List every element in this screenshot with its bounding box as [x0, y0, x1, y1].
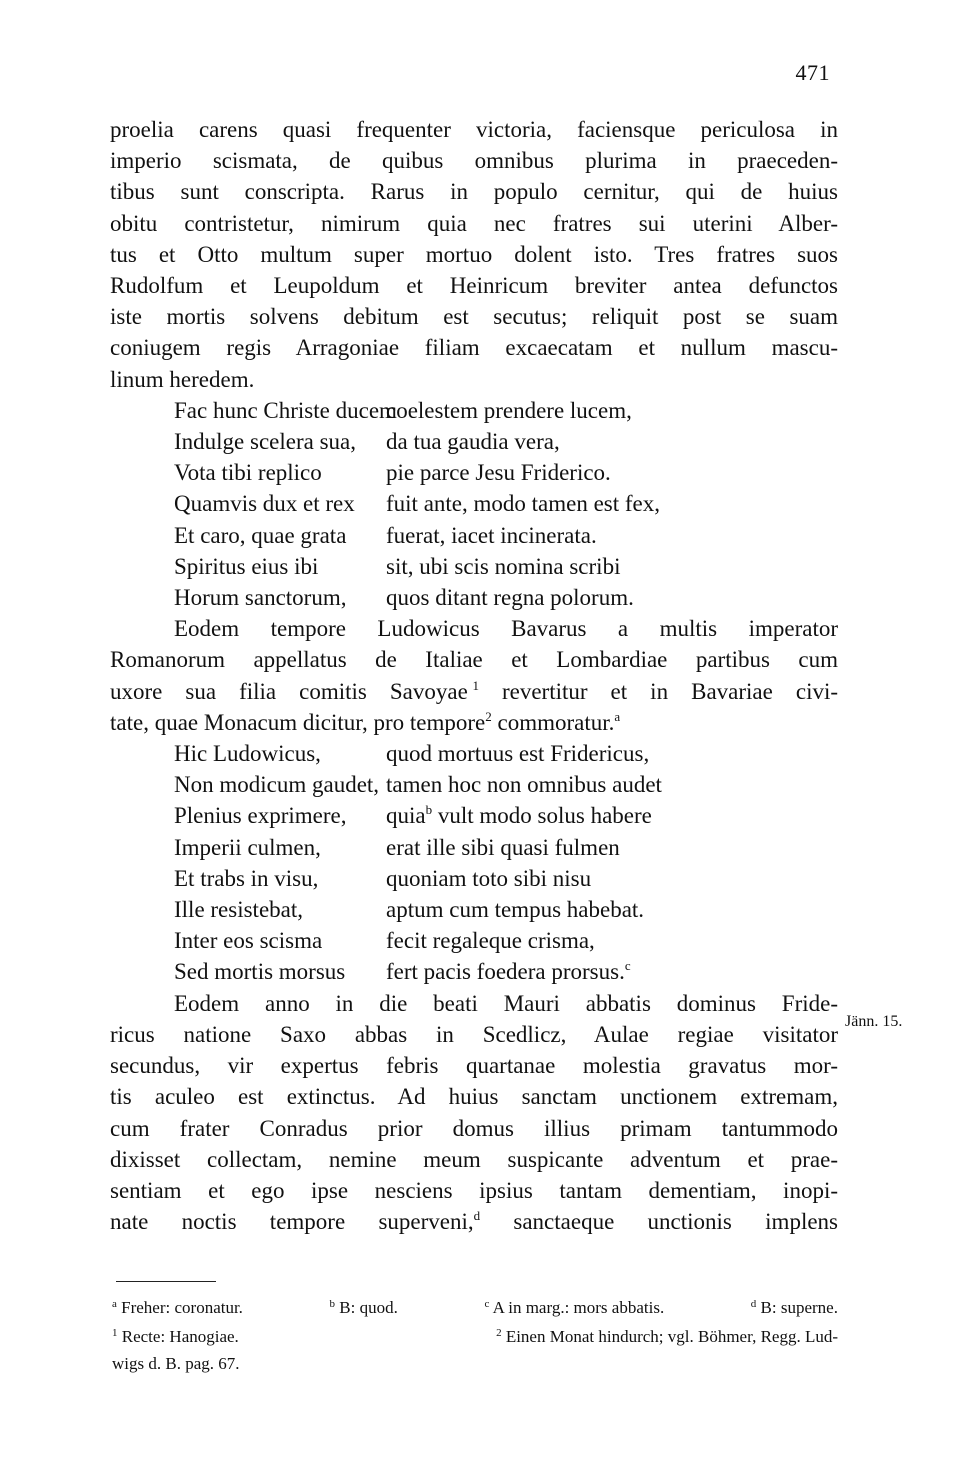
text-line	[110, 1206, 838, 1237]
verse-hemistich: quia	[386, 803, 426, 829]
footnote-1: $^1$ Recte: Hanogiae.	[112, 1327, 239, 1346]
footnote-2-continuation: wigs d. B. pag. 67.	[112, 1354, 240, 1373]
verse-hemistich: da tua gaudia vera,	[386, 429, 560, 455]
text-line: tus et Otto multum super mortuo dolent isto. Tres fratres suos	[110, 241, 838, 267]
footnote-divider	[116, 1281, 216, 1282]
verse-hemistich: Fac hunc Christe ducem	[174, 397, 397, 423]
text-span: sanctaeque unctionis implens	[480, 1209, 838, 1235]
footnote-ref: 2	[485, 708, 492, 724]
verse-hemistich: Plenius exprimere,	[174, 803, 347, 829]
verse-line	[110, 863, 838, 894]
text-line: dixisset collectam, nemine meum suspicante adventum et prae-	[110, 1146, 838, 1172]
verse-hemistich: coelestem prendere lucem,	[386, 397, 632, 423]
verse-line	[110, 925, 838, 956]
text-line: Rudolfum et Leupoldum et Heinricum breviter antea defunctos	[110, 273, 838, 299]
verse-hemistich: Et caro, quae grata	[174, 522, 347, 548]
footnote-ref: 1	[472, 677, 479, 693]
verse-line	[110, 520, 838, 551]
text-span: revertitur et in Bavariae civi-	[478, 678, 839, 704]
footnote-line	[112, 1323, 838, 1350]
verse-hemistich: Ille resistebat,	[174, 897, 304, 923]
footnote-a: $^a$ Freher: coronatur.	[112, 1298, 243, 1317]
text-line: Eodem tempore Ludowicus Bavarus a multis imperator	[174, 616, 838, 642]
verse-hemistich: tamen hoc non omnibus audet	[386, 772, 662, 798]
footnotes	[112, 1294, 838, 1377]
verse-line	[110, 426, 838, 457]
text-line	[110, 707, 838, 738]
text-line: Eodem anno in die beati Mauri abbatis dominus Fride-	[174, 990, 838, 1016]
verse-hemistich: Spiritus eius ibi	[174, 553, 319, 579]
verse-hemistich: fuerat, iacet incinerata.	[386, 522, 597, 548]
verse-hemistich: Inter eos scisma	[174, 928, 323, 954]
text-line: sentiam et ego ipse nesciens ipsius tantam dementiam, inopi-	[110, 1177, 838, 1203]
text-span: uxore sua filia comitis Savoyae	[110, 678, 468, 704]
text-line: proelia carens quasi frequenter victoria, faciensque periculosa in	[110, 117, 838, 142]
verse-line	[110, 395, 838, 426]
verse-hemistich: quoniam toto sibi nisu	[386, 865, 592, 891]
verse-hemistich: Vota tibi replico	[174, 460, 322, 486]
text-line: iste mortis solvens debitum est secutus; reliquit post se suam	[110, 304, 838, 330]
verse-hemistich: erat ille sibi quasi fulmen	[386, 834, 620, 860]
footnote-ref: c	[624, 958, 631, 974]
verse-line	[110, 488, 838, 519]
verse-hemistich: Et trabs in visu,	[174, 865, 319, 891]
footnote-line	[112, 1294, 838, 1321]
verse-hemistich: Horum sanctorum,	[174, 585, 347, 611]
verse-hemistich: quos ditant regna polorum.	[386, 585, 634, 611]
verse-hemistich: fuit ante, modo tamen est fex,	[386, 491, 661, 517]
footnote-2: $^2$ Einen Monat hindurch; vgl. Böhmer, Regg. Lud-	[496, 1327, 838, 1346]
verse-line	[110, 800, 838, 831]
verse-2	[110, 738, 838, 988]
verse-line	[110, 894, 838, 925]
verse-hemistich: quod mortuus est Fridericus,	[386, 741, 650, 767]
verse-hemistich: fert pacis foedera prorsus.	[386, 959, 625, 985]
page-number: 471	[795, 60, 830, 85]
verse-hemistich: Quamvis dux et rex	[174, 491, 355, 517]
text-line	[110, 676, 838, 707]
paragraph-2	[110, 613, 838, 738]
footnote-c: $^c$ A in marg.: mors abbatis.	[484, 1298, 665, 1317]
text-line: Romanorum appellatus de Italiae et Lombardiae partibus cum	[110, 647, 838, 673]
text-line: secundus, vir expertus febris quartanae molestia gravatus mor-	[110, 1053, 838, 1079]
verse-1	[110, 395, 838, 613]
verse-line	[110, 769, 838, 800]
verse-hemistich: Hic Ludowicus,	[174, 741, 321, 767]
footnote-d: $^d$ B: superne.	[750, 1298, 838, 1317]
footnote-ref: a	[614, 708, 621, 724]
verse-line	[110, 832, 838, 863]
verse-hemistich: fecit regaleque crisma,	[386, 928, 595, 954]
footnote-ref: b	[425, 802, 433, 818]
footnote-b: $^b$ B: quod.	[329, 1298, 398, 1317]
verse-hemistich: Imperii culmen,	[174, 834, 321, 860]
text-span: tate, quae Monacum dicitur, pro tempore	[110, 709, 486, 735]
text-span: nate noctis tempore superveni,	[110, 1209, 474, 1235]
verse-line	[110, 551, 838, 582]
verse-line	[110, 457, 838, 488]
text-line: tibus sunt conscripta. Rarus in populo cernitur, qui de huius	[110, 179, 838, 205]
text-line: tis aculeo est extinctus. Ad huius sanctam unctionem extremam,	[110, 1084, 838, 1110]
verse-hemistich: Non modicum gaudet,	[174, 772, 380, 798]
text-line: coniugem regis Arragoniae filiam excaecatam et nullum mascu-	[110, 335, 838, 361]
text-line: imperio scismata, de quibus omnibus plurima in praeceden-	[110, 148, 838, 174]
paragraph-3	[110, 988, 838, 1238]
text-span: commoratur.	[491, 709, 615, 735]
verse-hemistich: vult modo solus habere	[432, 803, 652, 829]
text-line: linum heredem.	[110, 366, 255, 392]
main-text	[110, 114, 838, 1237]
verse-hemistich: aptum cum tempus habebat.	[386, 897, 645, 923]
verse-line	[110, 956, 838, 987]
paragraph-1	[110, 114, 838, 395]
verse-hemistich: pie parce Jesu Friderico.	[386, 460, 611, 486]
text-line: obitu contristetur, nimirum quia nec fratres sui uterini Alber-	[110, 210, 838, 236]
text-line: cum frater Conradus prior domus illius primam tantummodo	[110, 1115, 838, 1141]
text-line: ricus natione Saxo abbas in Scedlicz, Aulae regiae visitator	[110, 1021, 838, 1047]
verse-hemistich: Sed mortis morsus	[174, 959, 346, 985]
margin-date-note: Jänn. 15.	[845, 1013, 903, 1030]
footnote-ref: d	[473, 1208, 481, 1224]
verse-line	[110, 738, 838, 769]
verse-hemistich: sit, ubi scis nomina scribi	[386, 553, 621, 579]
verse-line	[110, 582, 838, 613]
verse-hemistich: Indulge scelera sua,	[174, 429, 357, 455]
